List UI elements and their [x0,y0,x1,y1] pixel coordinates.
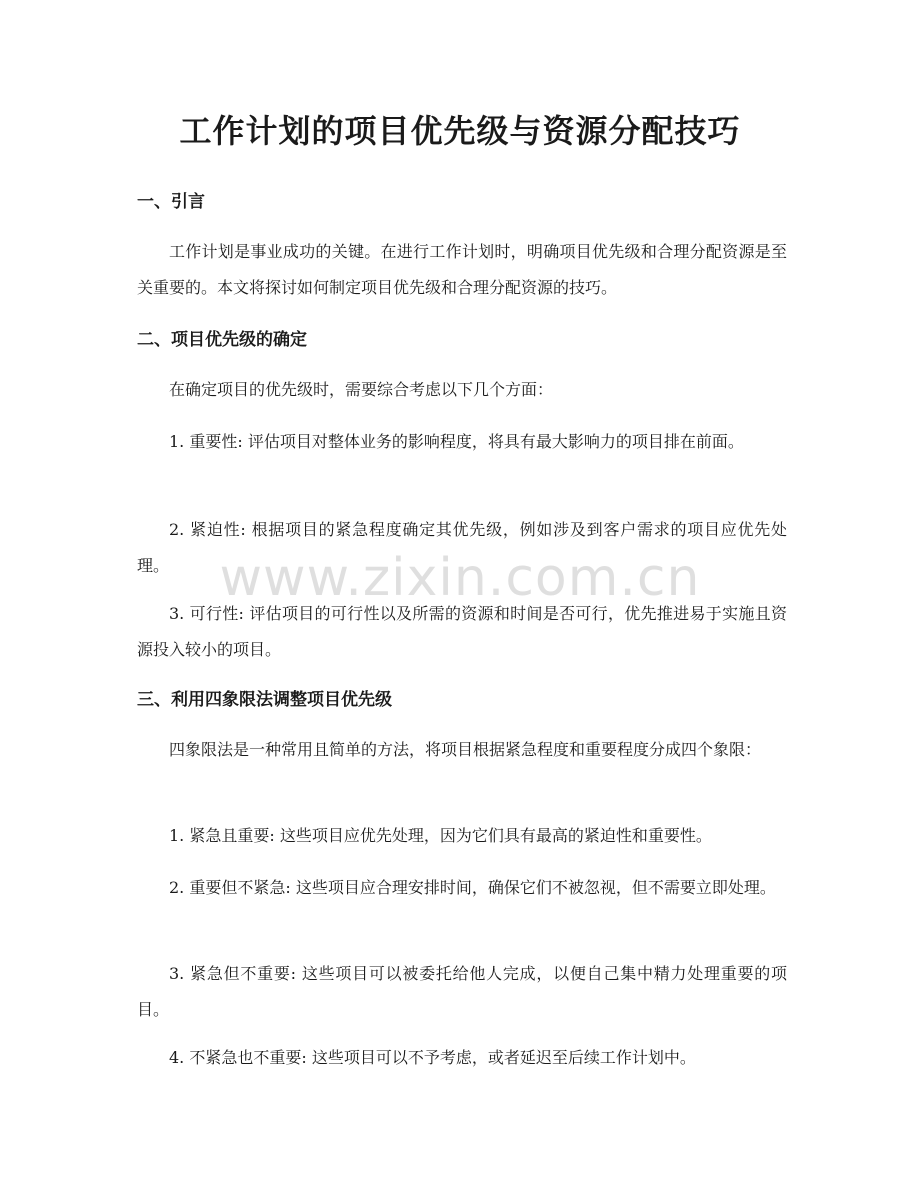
section-heading-intro: 一、引言 [137,192,205,212]
section-heading-priority: 二、项目优先级的确定 [137,330,307,350]
paragraph: 四象限法是一种常用且简单的方法，将项目根据紧急程度和重要程度分成四个象限： [169,740,762,759]
list-item: 4. 不紧急也不重要: 这些项目可以不予考虑，或者延迟至后续工作计划中。 [169,1048,696,1067]
section-heading-quadrant: 三、利用四象限法调整项目优先级 [137,690,392,710]
list-item: 1. 重要性: 评估项目对整体业务的影响程度，将具有最大影响力的项目排在前面。 [169,432,744,451]
paragraph: 在确定项目的优先级时，需要综合考虑以下几个方面： [169,380,554,399]
list-item: 3. 紧急但不重要: 这些项目可以被委托给他人完成，以便自己集中精力处理重要的项目。 [137,964,787,1019]
list-item: 1. 紧急且重要: 这些项目应优先处理，因为它们具有最高的紧迫性和重要性。 [169,826,712,845]
paragraph: 工作计划是事业成功的关键。在进行工作计划时，明确项目优先级和合理分配资源是至关重要的。本文将探讨如何制定项目优先级和合理分配资源的技巧。 [137,242,787,297]
list-item: 2. 紧迫性: 根据项目的紧急程度确定其优先级，例如涉及到客户需求的项目应优先处理。 [137,520,787,575]
watermark: www.zixin.com.cn [219,548,701,608]
document-title: 工作计划的项目优先级与资源分配技巧 [179,112,741,150]
list-item: 2. 重要但不紧急: 这些项目应合理安排时间，确保它们不被忽视，但不需要立即处理。 [169,878,776,897]
list-item: 3. 可行性: 评估项目的可行性以及所需的资源和时间是否可行，优先推进易于实施且资源投入较小的项目。 [137,604,787,659]
